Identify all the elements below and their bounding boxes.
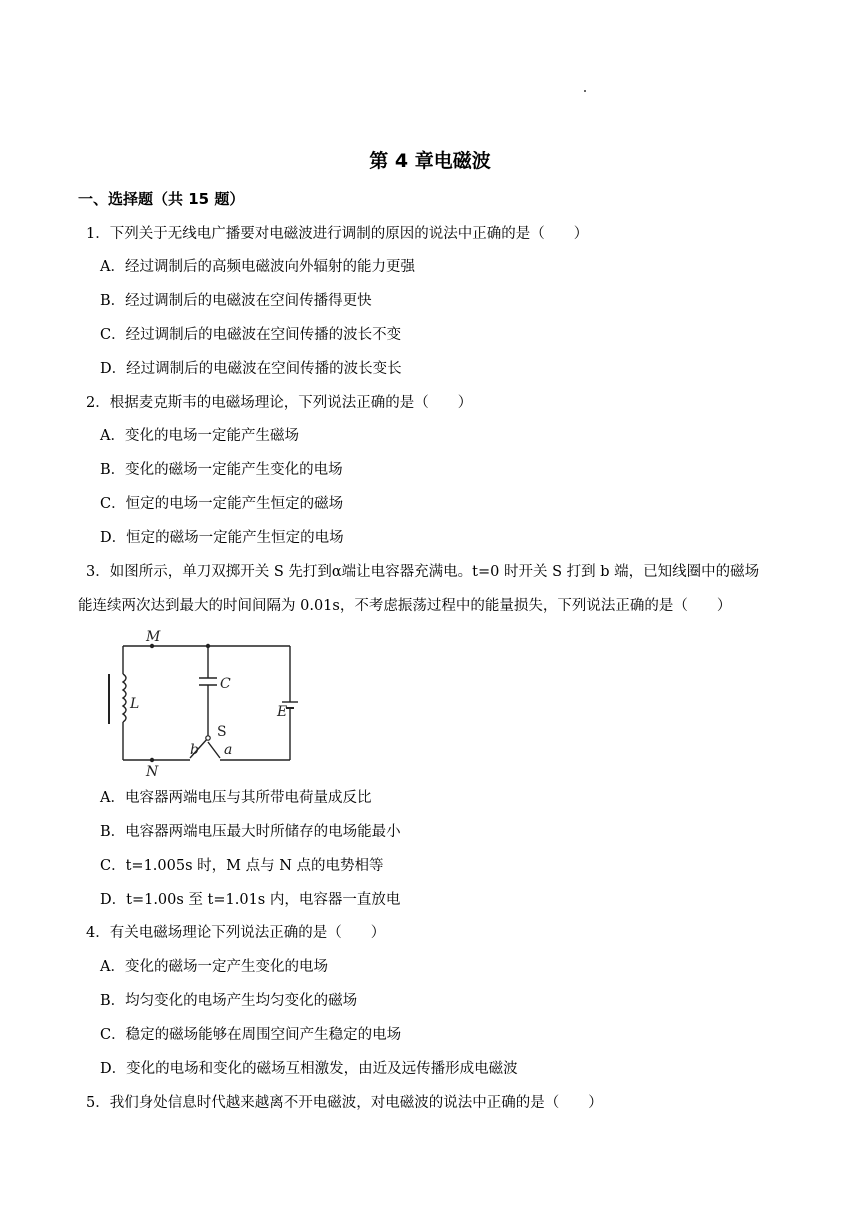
question-3-option-c: C．t=1.005s 时，M 点与 N 点的电势相等 [100, 858, 384, 874]
question-5-stem: 5．我们身处信息时代越来越离不开电磁波，对电磁波的说法中正确的是（ ） [86, 1095, 603, 1111]
question-2-option-d: D．恒定的磁场一定能产生恒定的电场 [100, 530, 344, 546]
label-l: L [130, 696, 140, 712]
question-2-option-b: B．变化的磁场一定能产生变化的电场 [100, 462, 343, 478]
question-3-option-d: D．t=1.00s 至 t=1.01s 内，电容器一直放电 [100, 892, 401, 908]
label-s: S [217, 724, 227, 740]
question-3-option-a: A．电容器两端电压与其所带电荷量成反比 [100, 790, 372, 806]
label-e: E [277, 704, 288, 720]
question-4-option-d: D．变化的电场和变化的磁场互相激发，由近及远传播形成电磁波 [100, 1061, 518, 1077]
section-heading: 一、选择题（共 15 题） [78, 190, 245, 208]
question-3-stem-line-2: 能连续两次达到最大的时间间隔为 0.01s，不考虑振荡过程中的能量损失，下列说法正确的是（ ） [78, 598, 732, 614]
question-4-option-b: B．均匀变化的电场产生均匀变化的磁场 [100, 993, 358, 1009]
label-c: C [220, 676, 231, 692]
question-2-option-c: C．恒定的电场一定能产生恒定的磁场 [100, 496, 344, 512]
question-1-option-b: B．经过调制后的电磁波在空间传播得更快 [100, 293, 372, 309]
question-2-stem: 2．根据麦克斯韦的电磁场理论，下列说法正确的是（ ） [86, 395, 473, 411]
question-4-option-a: A．变化的磁场一定产生变化的电场 [100, 959, 328, 975]
header-dot [584, 90, 586, 92]
label-b: b [190, 742, 199, 758]
label-n: N [146, 764, 159, 780]
question-3-option-b: B．电容器两端电压最大时所储存的电场能最小 [100, 824, 401, 840]
question-4-stem: 4．有关电磁场理论下列说法正确的是（ ） [86, 925, 386, 941]
lc-circuit-diagram [100, 630, 305, 780]
question-1-stem: 1．下列关于无线电广播要对电磁波进行调制的原因的说法中正确的是（ ） [86, 226, 589, 242]
page-title: 第 4 章电磁波 [369, 150, 491, 172]
question-3-stem-line-1: 3．如图所示，单刀双掷开关 S 先打到α端让电容器充满电。t=0 时开关 S 打到 b 端，已知线圈中的磁场 [86, 564, 760, 580]
label-m: M [146, 630, 161, 645]
question-1-option-a: A．经过调制后的高频电磁波向外辐射的能力更强 [100, 259, 415, 275]
question-4-option-c: C．稳定的磁场能够在周围空间产生稳定的电场 [100, 1027, 402, 1043]
question-1-option-c: C．经过调制后的电磁波在空间传播的波长不变 [100, 327, 402, 343]
question-1-option-d: D．经过调制后的电磁波在空间传播的波长变长 [100, 361, 402, 377]
label-a: a [224, 742, 233, 758]
question-2-option-a: A．变化的电场一定能产生磁场 [100, 428, 299, 444]
